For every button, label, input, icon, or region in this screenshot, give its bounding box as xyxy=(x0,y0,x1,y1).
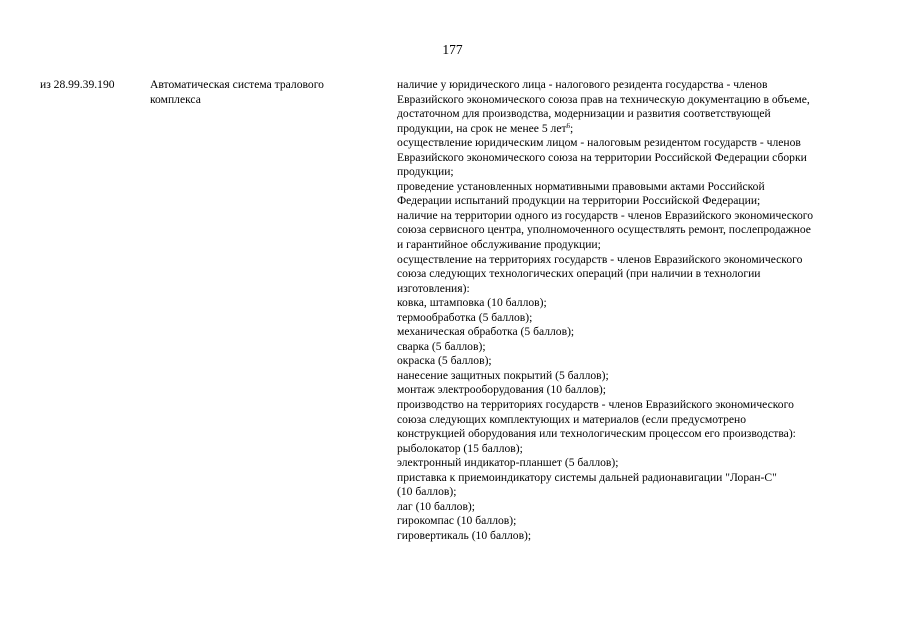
requirement-line: Евразийского экономического союза прав на техническую документацию в объеме, xyxy=(397,92,810,106)
requirement-line: гирокомпас (10 баллов); xyxy=(397,514,517,528)
requirement-line: союза следующих технологических операций (при наличии в технологии xyxy=(397,267,761,281)
requirement-line: электронный индикатор-планшет (5 баллов); xyxy=(397,456,619,470)
requirement-line: нанесение защитных покрытий (5 баллов); xyxy=(397,368,609,382)
requirement-line: наличие на территории одного из государств - членов Евразийского экономического xyxy=(397,208,814,222)
product-name-line: комплекса xyxy=(150,92,201,106)
punctuation: ; xyxy=(570,121,574,135)
requirement-text: продукции, на срок не менее 5 лет xyxy=(397,121,567,135)
requirement-line: Федерации испытаний продукции на территории Российской Федерации; xyxy=(397,194,761,208)
requirement-line: продукции; xyxy=(397,165,454,179)
requirement-line-with-footnote xyxy=(397,122,875,137)
footnote-mark: 6 xyxy=(566,121,571,130)
requirement-line: приставка к приемоиндикатору системы дальней радионавигации "Лоран-С" xyxy=(397,470,777,484)
requirement-line: и гарантийное обслуживание продукции; xyxy=(397,238,601,252)
requirement-line: механическая обработка (5 баллов); xyxy=(397,325,575,339)
requirement-line: монтаж электрооборудования (10 баллов); xyxy=(397,383,607,397)
requirement-line: окраска (5 баллов); xyxy=(397,354,492,368)
requirement-line: наличие у юридического лица - налогового резидента государства - членов xyxy=(397,78,768,91)
requirement-line: проведение установленных нормативными правовыми актами Российской xyxy=(397,179,765,193)
requirement-line: осуществление юридическим лицом - налоговым резидентом государств - членов xyxy=(397,136,801,150)
requirement-line: ковка, штамповка (10 баллов); xyxy=(397,296,547,310)
product-code: из 28.99.39.190 xyxy=(40,78,115,91)
requirement-line: термообработка (5 баллов); xyxy=(397,310,533,324)
product-name-line: Автоматическая система тралового xyxy=(150,78,324,91)
requirement-line: конструкцией оборудования или технологическим процессом его производства): xyxy=(397,427,796,441)
requirement-line: союза следующих комплектующих и материалов (если предусмотрено xyxy=(397,412,747,426)
requirement-line: лаг (10 баллов); xyxy=(397,499,476,513)
requirement-line: рыболокатор (15 баллов); xyxy=(397,441,523,455)
requirement-line: Евразийского экономического союза на территории Российской Федерации сборки xyxy=(397,150,807,164)
requirement-line: (10 баллов); xyxy=(397,485,457,499)
page-number: 177 xyxy=(442,42,463,57)
requirement-line: осуществление на территориях государств - членов Евразийского экономического xyxy=(397,252,803,266)
requirement-line: изготовления): xyxy=(397,281,470,295)
requirement-line: производство на территориях государств - членов Евразийского экономического xyxy=(397,398,794,412)
requirement-line: гировертикаль (10 баллов); xyxy=(397,528,532,542)
requirement-line: союза сервисного центра, уполномоченного осуществлять ремонт, послепродажное xyxy=(397,223,811,237)
product-name xyxy=(150,78,365,107)
requirement-line: достаточном для производства, модернизации и развития соответствующей xyxy=(397,107,771,121)
requirements-list xyxy=(397,78,875,544)
requirement-line: сварка (5 баллов); xyxy=(397,339,486,353)
